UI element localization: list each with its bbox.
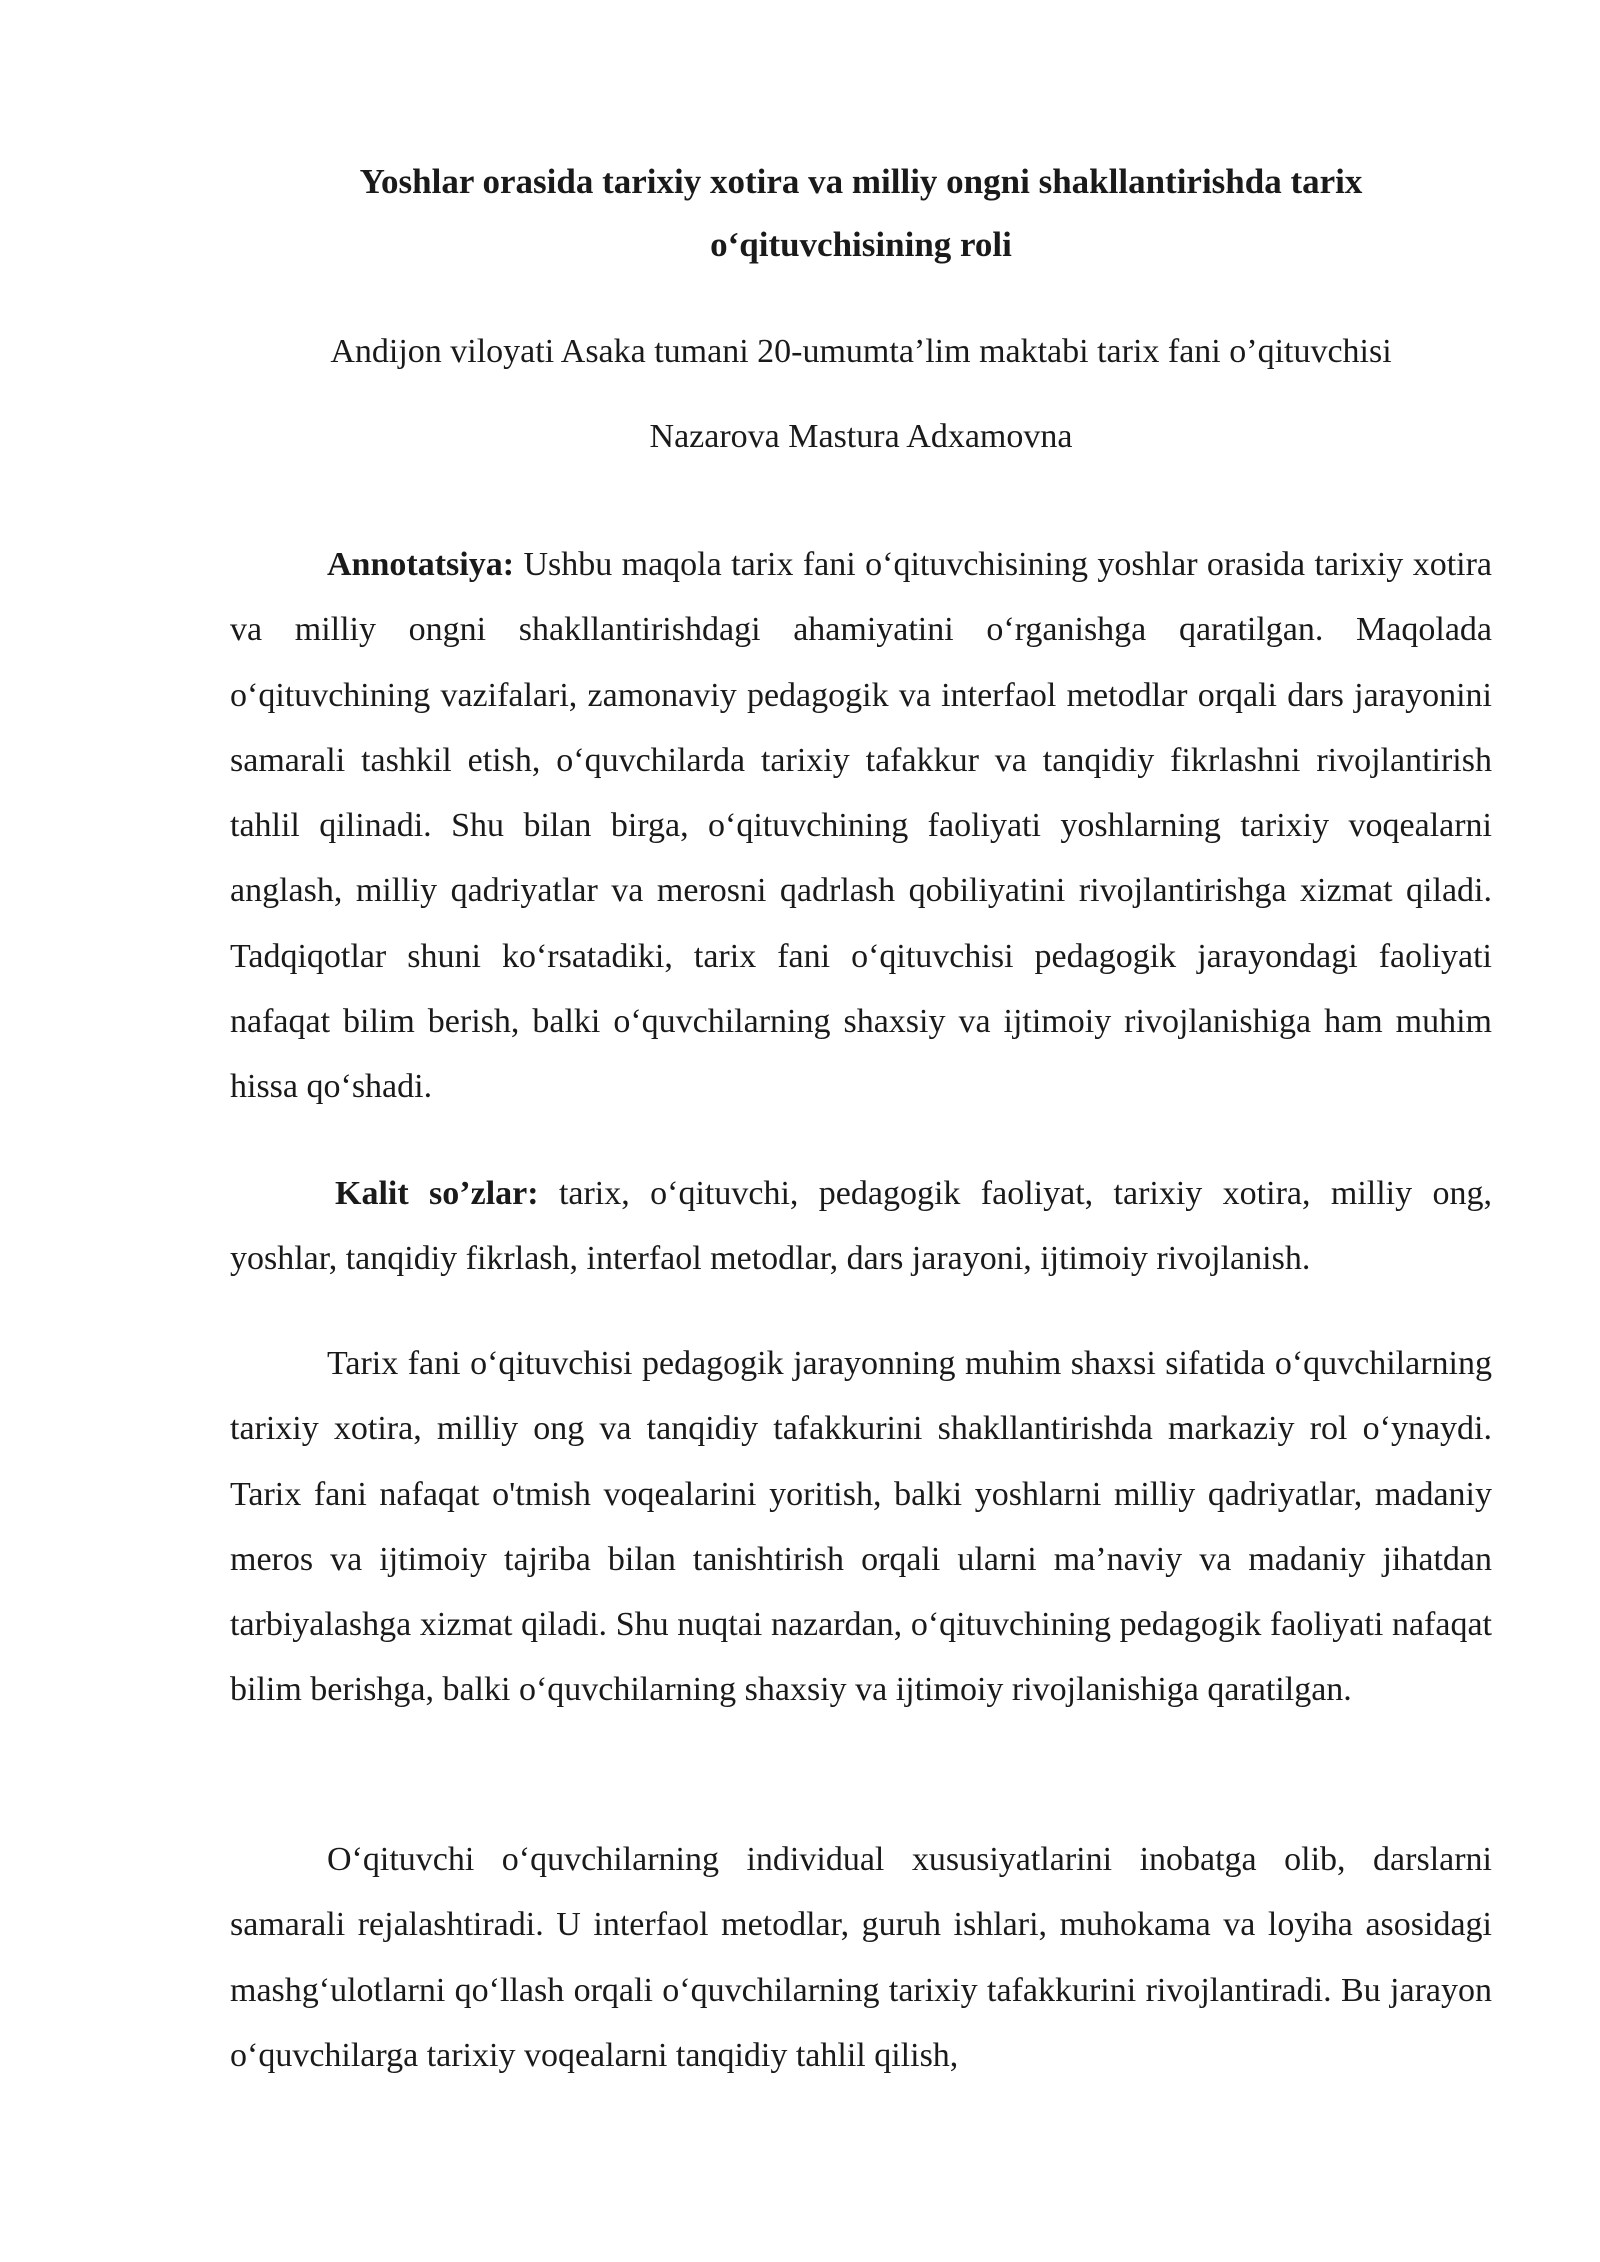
author-affiliation: Andijon viloyati Asaka tumani 20-umumta’lim maktabi tarix fani o’qituvchisi — [330, 333, 1392, 370]
body-paragraph-2: O‘qituvchi o‘quvchilarning individual xususiyatlarini inobatga olib, darslarni samarali rejalashtiradi. U interfaol metodlar, guruh ishlari, muhokama va loyiha asosidagi mashg‘ulotlarni qo‘llash orqali o‘quvchilarning tarixiy tafakkurini rivojlantiradi. Bu jarayon o‘quvchilarga tarixiy voqealarni tanqidiy tahlil qilish, — [230, 1841, 1492, 2074]
article-title — [230, 150, 1492, 276]
abstract-label: Annotatsiya: — [327, 546, 515, 583]
article-title-line-1: Yoshlar orasida tarixiy xotira va milliy ongni shakllantirishda tarix — [359, 162, 1363, 201]
keywords-text: tarix, o‘qituvchi, pedagogik faoliyat, tarixiy xotira, milliy ong, yoshlar, tanqidiy fikrlash, interfaol metodlar, dars jarayoni, ijtimoiy rivojlanish. — [230, 1175, 1492, 1278]
author-block — [230, 330, 1492, 458]
author-name: Nazarova Mastura Adxamovna — [649, 418, 1073, 455]
body-paragraph-1: Tarix fani o‘qituvchisi pedagogik jarayonning muhim shaxsi sifatida o‘quvchilarning tarixiy xotira, milliy ong va tanqidiy tafakkurini shakllantirishda markaziy rol o‘ynaydi. Tarix fani nafaqat o'tmish voqealarini yoritish, balki yoshlarni milliy qadriyatlar, madaniy meros va ijtimoiy tajriba bilan tanishtirish orqali ularni ma’naviy va madaniy jihatdan tarbiyalashga xizmat qiladi. Shu nuqtai nazardan, o‘qituvchining pedagogik faoliyati nafaqat bilim berishga, balki o‘quvchilarning shaxsiy va ijtimoiy rivojlanishiga qaratilgan. — [230, 1345, 1492, 1709]
abstract-paragraph — [230, 532, 1492, 1120]
article-title-line-2: o‘qituvchisining roli — [710, 225, 1012, 264]
keywords-paragraph — [230, 1161, 1492, 1292]
keywords-label: Kalit so’zlar: — [335, 1175, 539, 1212]
abstract-text: Ushbu maqola tarix fani o‘qituvchisining yoshlar orasida tarixiy xotira va milliy ongni shakllantirishdagi ahamiyatini o‘rganishga qaratilgan. Maqolada o‘qituvchining vazifalari, zamonaviy pedagogik va interfaol metodlar orqali dars jarayonini samarali tashkil etish, o‘quvchilarda tarixiy tafakkur va tanqidiy fikrlashni rivojlantirish tahlil qilinadi. Shu bilan birga, o‘qituvchining faoliyati yoshlarning tarixiy voqealarni anglash, milliy qadriyatlar va merosni qadrlash qobiliyatini rivojlantirishga xizmat qiladi. Tadqiqotlar shuni ko‘rsatadiki, tarix fani o‘qituvchisi pedagogik jarayondagi faoliyati nafaqat bilim berish, balki o‘quvchilarning shaxsiy va ijtimoiy rivojlanishiga ham muhim hissa qo‘shadi. — [230, 546, 1492, 1106]
